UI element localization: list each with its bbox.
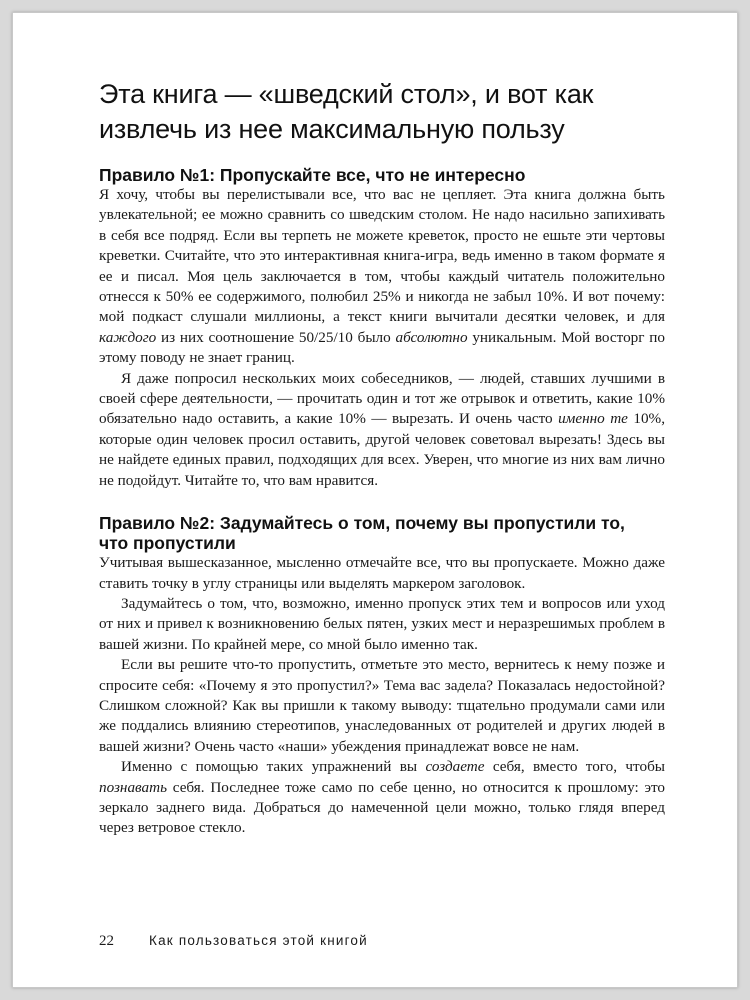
emphasis: познавать <box>99 778 168 796</box>
rule-2-title-line-1: Правило №2: Задумайтесь о том, почему вы пропустили то, <box>99 513 625 534</box>
emphasis: каждого <box>99 328 157 346</box>
rule-1-paragraph-2: Я даже попросил нескольких моих собеседников, — людей, ставших лучшими в своей сфере деятельности, — прочитать один и тот же отрывок и ответить, какие 10% обязательно надо оставить, а какие 10% — вырезать. И очень часто именно те 10%, которые один человек просил оставить, другой человек советовал вырезать! Здесь вы не найдете единых правил, подходящих для всех. Уверен, что многие из них вам лично не подойдут. Читайте то, что вам нравится. <box>99 369 665 489</box>
rule-2-paragraph-2: Задумайтесь о том, что, возможно, именно пропуск этих тем и вопросов или уход от них и привел к возникновению белых пятен, узких мест и неразрешимых проблем в вашей жизни. По крайней мере, со мной было именно так. <box>99 594 665 653</box>
running-head: Как пользоваться этой книгой <box>149 933 368 948</box>
rule-2-paragraph-1: Учитывая вышесказанное, мысленно отмечайте все, что вы пропускаете. Можно даже ставить точку в углу страницы или выделять маркером заголовок. <box>99 554 665 592</box>
book-page <box>12 12 738 988</box>
rule-2-paragraph-3: Если вы решите что-то пропустить, отметьте это место, вернитесь к нему позже и спросите себя: «Почему я это пропустил?» Тема вас задела? Показалась недостойной? Слишком сложной? Как вы пришли к такому выводу: тщательно продумали сами или же поддались влиянию стереотипов, унаследованных от родителей и других людей в вашей жизни? Очень часто «наши» убеждения принадлежат вовсе не нам. <box>99 656 665 755</box>
rule-2-paragraph-4: Именно с помощью таких упражнений вы создаете себя, вместо того, чтобы познавать себя. Последнее тоже само по себе ценно, но относится к прошлому: это зеркало заднего вида. Добраться до намеченной цели можно, только глядя вперед через ветровое стекло. <box>99 758 665 837</box>
rule-2-title <box>99 513 665 553</box>
emphasis: создаете <box>425 758 485 776</box>
chapter-heading-line-1: Эта книга — «шведский стол», и вот как <box>99 79 594 109</box>
rule-1-title: Правило №1: Пропускайте все, что не интересно <box>99 165 526 185</box>
page-content <box>99 77 665 839</box>
page-number: 22 <box>99 933 114 949</box>
emphasis: именно те <box>558 410 628 428</box>
chapter-heading <box>99 77 665 147</box>
page-footer <box>99 931 368 951</box>
emphasis: абсолютно <box>395 328 468 346</box>
rule-2-title-line-2: что пропустили <box>99 533 236 554</box>
chapter-heading-line-2: извлечь из нее максимальную пользу <box>99 114 565 144</box>
rule-1-paragraph-1: Я хочу, чтобы вы перелистывали все, что вас не цепляет. Эта книга должна быть увлекательной; ее можно сравнить со шведским столом. Не надо насильно запихивать в себя все подряд. Если вы терпеть не можете креветок, просто не ешьте эти чертовы креветки. Считайте, что это интерактивная книга-игра, ведь именно в таком формате я ее и писал. Моя цель заключается в том, чтобы каждый читатель положительно отнесся к 50% ее содержимого, полюбил 25% и никогда не забыл 10%. И вот почему: мой подкаст слушали миллионы, а текст книги вычитали десятки человек, и для каждого из них соотношение 50/25/10 было абсолютно уникальным. Мой восторг по этому поводу не знает границ. <box>99 186 665 367</box>
